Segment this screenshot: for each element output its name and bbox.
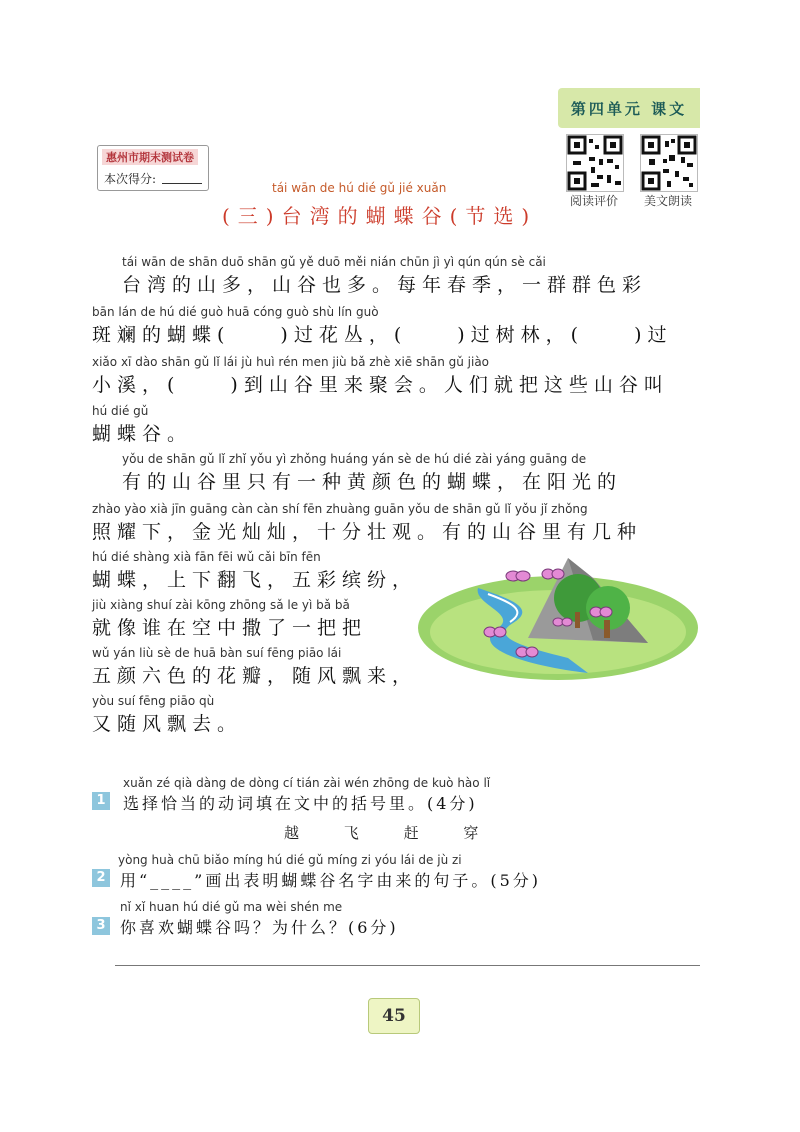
lesson-title: (三)台湾的蝴蝶谷(节选)	[222, 204, 538, 228]
title-pinyin: tái wān de hú dié gǔ jié xuǎn	[272, 181, 447, 195]
pinyin-line: xiǎo xī dào shān gǔ lǐ lái jù huì rén men jiù bǎ zhè xiē shān gǔ jiào	[92, 355, 490, 369]
question-text: 用“____”画出表明蝴蝶谷名字由来的句子。(5分)	[120, 871, 542, 890]
question-number: 1	[92, 792, 110, 810]
pinyin-line: hú dié gǔ	[92, 404, 149, 418]
exam-source-label: 惠州市期末测试卷	[102, 149, 198, 165]
text-line: 五颜六色的花瓣，随风飘来，	[92, 665, 418, 687]
pinyin-line: tái wān de shān duō shān gǔ yě duō měi nián chūn jì yì qún qún sè cǎi	[122, 255, 546, 269]
question-text: 你喜欢蝴蝶谷吗？为什么？(6分)	[120, 918, 399, 937]
pinyin-line: yòu suí fēng piāo qù	[92, 694, 215, 708]
score-blank[interactable]	[162, 183, 202, 184]
text-line: 有的山谷里只有一种黄颜色的蝴蝶，在阳光的	[122, 471, 623, 493]
question-text: 选择恰当的动词填在文中的括号里。(4分)	[123, 794, 478, 813]
unit-tag: 第四单元 课文	[558, 88, 700, 128]
pinyin-line: hú dié shàng xià fān fēi wǔ cǎi bīn fēn	[92, 550, 321, 564]
text-line: 照耀下，金光灿灿，十分壮观。有的山谷里有几种	[92, 521, 643, 543]
pinyin-line: yǒu de shān gǔ lǐ zhǐ yǒu yì zhǒng huáng yán sè de hú dié zài yáng guāng de	[122, 452, 587, 466]
question-pinyin: xuǎn zé qià dàng de dòng cí tián zài wén zhōng de kuò hào lǐ	[123, 776, 491, 790]
qr-label-reading-eval: 阅读评价	[569, 194, 618, 208]
text-line: 又随风飘去。	[92, 713, 243, 735]
divider	[115, 965, 700, 966]
question-pinyin: yòng huà chū biǎo míng hú dié gǔ míng zi yóu lái de jù zi	[118, 853, 462, 867]
question-number: 2	[92, 869, 110, 887]
text-line: 蝴蝶谷。	[92, 423, 193, 445]
pinyin-line: wǔ yán liù sè de huā bàn suí fēng piāo lái	[92, 646, 342, 660]
verb-choice: 越	[284, 824, 302, 842]
pinyin-line: zhào yào xià jīn guāng càn càn shí fēn zhuàng guān yǒu de shān gǔ lǐ yǒu jǐ zhǒng	[92, 502, 588, 516]
pinyin-line: bān lán de hú dié guò huā cóng guò shù lín guò	[92, 305, 379, 319]
text-line: 小溪，( )到山谷里来聚会。人们就把这些山谷叫	[92, 374, 669, 396]
verb-choice: 赶	[403, 824, 421, 842]
question-pinyin: nǐ xǐ huan hú dié gǔ ma wèi shén me	[120, 900, 343, 914]
text-line: 斑斓的蝴蝶( )过花丛，( )过树林，( )过	[92, 324, 673, 346]
question-number: 3	[92, 917, 110, 935]
verb-choice: 飞	[343, 824, 361, 842]
text-line: 就像谁在空中撒了一把把	[92, 617, 368, 639]
qr-code-recitation[interactable]	[640, 134, 698, 192]
score-box	[97, 145, 209, 191]
qr-code-reading-eval[interactable]	[566, 134, 624, 192]
page-number: 45	[368, 998, 420, 1034]
text-line: 台湾的山多，山谷也多。每年春季，一群群色彩	[122, 274, 648, 296]
pinyin-line: jiù xiàng shuí zài kōng zhōng sǎ le yì bǎ bǎ	[92, 598, 350, 612]
butterfly-valley-illustration	[418, 548, 700, 682]
verb-choices	[284, 822, 516, 843]
verb-choice: 穿	[463, 824, 481, 842]
text-line: 蝴蝶，上下翻飞，五彩缤纷，	[92, 569, 418, 591]
score-label: 本次得分:	[104, 172, 157, 186]
qr-label-recitation: 美文朗读	[643, 194, 692, 208]
